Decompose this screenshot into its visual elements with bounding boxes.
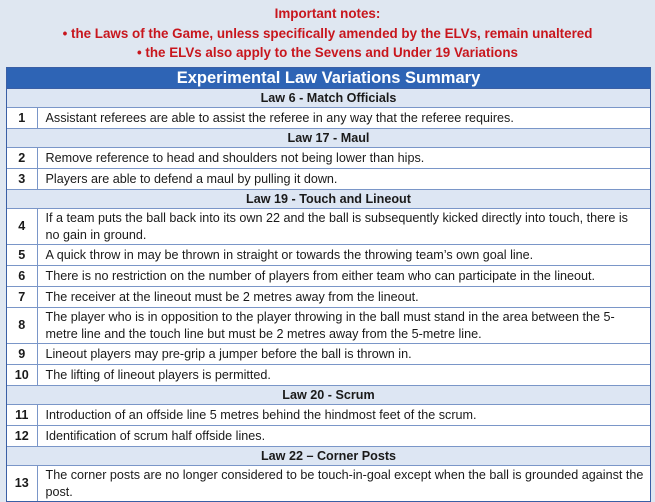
row-text: Remove reference to head and shoulders not being lower than hips. <box>37 148 650 169</box>
table-row <box>7 287 650 308</box>
summary-title: Experimental Law Variations Summary <box>7 68 650 89</box>
row-number: 12 <box>7 426 37 447</box>
important-notes <box>0 4 655 63</box>
elv-summary-panel <box>6 67 651 502</box>
row-text: Players are able to defend a maul by pulling it down. <box>37 169 650 190</box>
section-header-law-22 <box>7 447 650 466</box>
notes-bullet: • the Laws of the Game, unless specifically amended by the ELVs, remain unaltered <box>62 25 593 41</box>
row-text: Assistant referees are able to assist the referee in any way that the referee requires. <box>37 108 650 129</box>
section-title: Law 17 - Maul <box>7 129 650 148</box>
table-row <box>7 308 650 344</box>
row-number: 9 <box>7 344 37 365</box>
row-number: 6 <box>7 266 37 287</box>
row-text: The receiver at the lineout must be 2 metres away from the lineout. <box>37 287 650 308</box>
table-row <box>7 365 650 386</box>
row-text: There is no restriction on the number of players from either team who can participate in the lineout. <box>37 266 650 287</box>
row-number: 4 <box>7 209 37 245</box>
row-number: 7 <box>7 287 37 308</box>
table-row <box>7 344 650 365</box>
table-row <box>7 209 650 245</box>
table-row <box>7 169 650 190</box>
section-title: Law 6 - Match Officials <box>7 89 650 108</box>
section-title: Law 19 - Touch and Lineout <box>7 190 650 209</box>
table-row <box>7 245 650 266</box>
table-row <box>7 108 650 129</box>
row-number: 10 <box>7 365 37 386</box>
row-text: Lineout players may pre-grip a jumper before the ball is thrown in. <box>37 344 650 365</box>
section-header-law-20 <box>7 386 650 405</box>
table-row <box>7 148 650 169</box>
row-text: If a team puts the ball back into its own 22 and the ball is subsequently kicked directly into touch, there is no gain in ground. <box>37 209 650 245</box>
section-title: Law 22 – Corner Posts <box>7 447 650 466</box>
table-row <box>7 266 650 287</box>
row-text: Introduction of an offside line 5 metres behind the hindmost feet of the scrum. <box>37 405 650 426</box>
row-text: The player who is in opposition to the player throwing in the ball must stand in the area between the 5-metre line and the touch line but must be 2 metres away from the 5-metre line. <box>37 308 650 344</box>
row-number: 1 <box>7 108 37 129</box>
row-number: 5 <box>7 245 37 266</box>
elv-summary-table <box>7 89 650 501</box>
notes-bullet: • the ELVs also apply to the Sevens and Under 19 Variations <box>137 45 518 60</box>
row-number: 8 <box>7 308 37 344</box>
row-number: 2 <box>7 148 37 169</box>
row-text: Identification of scrum half offside lines. <box>37 426 650 447</box>
table-row <box>7 426 650 447</box>
row-text: The corner posts are no longer considered to be touch-in-goal except when the ball is grounded against the post. <box>37 466 650 502</box>
section-header-law-19 <box>7 190 650 209</box>
row-number: 3 <box>7 169 37 190</box>
section-title: Law 20 - Scrum <box>7 386 650 405</box>
section-header-law-17 <box>7 129 650 148</box>
table-row <box>7 405 650 426</box>
notes-heading: Important notes: <box>274 6 381 21</box>
section-header-law-6 <box>7 89 650 108</box>
row-number: 13 <box>7 466 37 502</box>
row-text: The lifting of lineout players is permitted. <box>37 365 650 386</box>
row-number: 11 <box>7 405 37 426</box>
row-text: A quick throw in may be thrown in straight or towards the throwing team’s own goal line. <box>37 245 650 266</box>
